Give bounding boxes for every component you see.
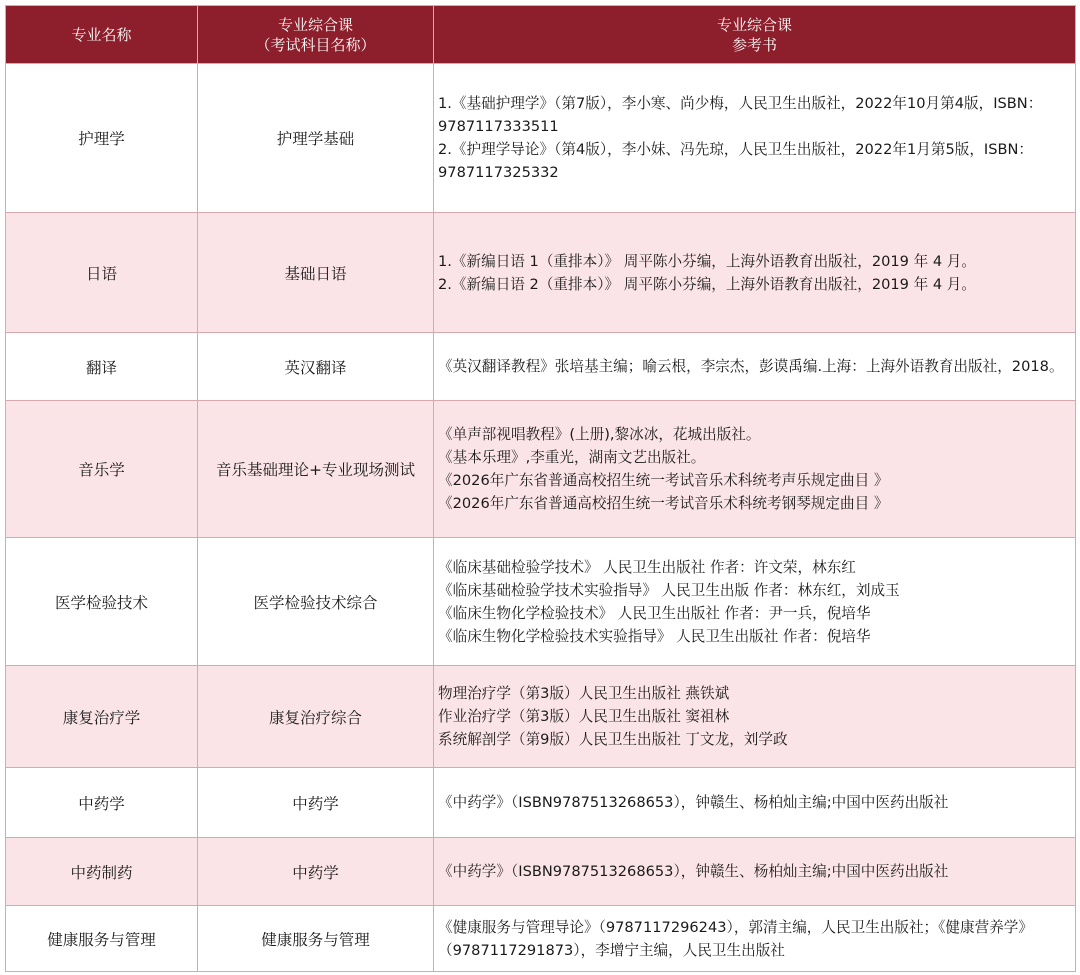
major-name: 翻译	[6, 333, 198, 401]
reference-books	[434, 333, 1076, 401]
table-row	[6, 213, 1076, 333]
table-row	[6, 538, 1076, 666]
admission-table-container	[5, 5, 1075, 972]
exam-course: 基础日语	[198, 213, 434, 333]
major-name: 护理学	[6, 64, 198, 213]
table-row	[6, 64, 1076, 213]
book-entry: 2.《新编日语 2（重排本）》 周平陈小芬编，上海外语教育出版社，2019 年 4 月。	[438, 275, 976, 293]
table-row	[6, 666, 1076, 768]
exam-course: 护理学基础	[198, 64, 434, 213]
book-entry: 《单声部视唱教程》(上册),黎冰冰，花城出版社。	[438, 426, 761, 443]
major-name: 日语	[6, 213, 198, 333]
table-row	[6, 838, 1076, 906]
book-entry: 《临床基础检验学技术实验指导》 人民卫生出版 作者：林东红，刘成玉	[438, 581, 900, 599]
reference-books	[434, 768, 1076, 838]
book-entry: 《2026年广东省普通高校招生统一考试音乐术科统考声乐规定曲目 》	[438, 472, 889, 489]
exam-course: 健康服务与管理	[198, 906, 434, 972]
table-row	[6, 768, 1076, 838]
header-course: 专业综合课 （考试科目名称）	[198, 6, 434, 64]
exam-course: 康复治疗综合	[198, 666, 434, 768]
exam-course: 英汉翻译	[198, 333, 434, 401]
major-name: 音乐学	[6, 401, 198, 538]
course-reference-table	[5, 5, 1076, 972]
book-entry: 2.《护理学导论》（第4版），李小妹、冯先琼，人民卫生出版社，2022年1月第5版，ISBN：9787117325332	[438, 141, 1034, 181]
book-entry: 1.《基础护理学》（第7版），李小寒、尚少梅，人民卫生出版社，2022年10月第4版，ISBN：9787117333511	[438, 95, 1043, 135]
major-name: 医学检验技术	[6, 538, 198, 666]
book-entry: 《健康服务与管理导论》（9787117296243），郭清主编，人民卫生出版社；《健康营养学》（9787117291873），李增宁主编，人民卫生出版社	[438, 918, 1033, 959]
major-name: 中药学	[6, 768, 198, 838]
book-entry: 《英汉翻译教程》张培基主编；喻云根，李宗杰，彭谟禹编.上海：上海外语教育出版社，2018。	[438, 358, 1064, 375]
table-row	[6, 333, 1076, 401]
book-entry: 物理治疗学（第3版）人民卫生出版社 燕铁斌	[438, 685, 730, 702]
header-major: 专业名称	[6, 6, 198, 64]
reference-books	[434, 906, 1076, 972]
book-entry: 《临床生物化学检验技术实验指导》 人民卫生出版社 作者：倪培华	[438, 627, 871, 645]
major-name: 康复治疗学	[6, 666, 198, 768]
reference-books	[434, 838, 1076, 906]
reference-books	[434, 538, 1076, 666]
book-entry: 《中药学》（ISBN9787513268653），钟赣生、杨柏灿主编;中国中医药出版社	[438, 863, 949, 880]
exam-course: 音乐基础理论+专业现场测试	[198, 401, 434, 538]
exam-course: 中药学	[198, 768, 434, 838]
exam-course: 医学检验技术综合	[198, 538, 434, 666]
reference-books	[434, 401, 1076, 538]
reference-books	[434, 666, 1076, 768]
book-entry: 作业治疗学（第3版）人民卫生出版社 窦祖林	[438, 708, 730, 725]
book-entry: 《中药学》（ISBN9787513268653），钟赣生、杨柏灿主编;中国中医药出版社	[438, 794, 949, 811]
book-entry: 《临床生物化学检验技术》 人民卫生出版社 作者：尹一兵，倪培华	[438, 604, 871, 622]
exam-course: 中药学	[198, 838, 434, 906]
reference-books	[434, 64, 1076, 213]
book-entry: 《基本乐理》,李重光，湖南文艺出版社。	[438, 449, 706, 466]
reference-books	[434, 213, 1076, 333]
table-row	[6, 906, 1076, 972]
major-name: 中药制药	[6, 838, 198, 906]
book-entry: 《临床基础检验学技术》 人民卫生出版社 作者：许文荣，林东红	[438, 558, 856, 576]
table-header-row	[6, 6, 1076, 64]
book-entry: 系统解剖学（第9版）人民卫生出版社 丁文龙，刘学政	[438, 731, 788, 748]
book-entry: 《2026年广东省普通高校招生统一考试音乐术科统考钢琴规定曲目 》	[438, 495, 889, 512]
header-books: 专业综合课 参考书	[434, 6, 1076, 64]
book-entry: 1.《新编日语 1（重排本）》 周平陈小芬编，上海外语教育出版社，2019 年 4 月。	[438, 252, 976, 270]
major-name: 健康服务与管理	[6, 906, 198, 972]
table-row	[6, 401, 1076, 538]
